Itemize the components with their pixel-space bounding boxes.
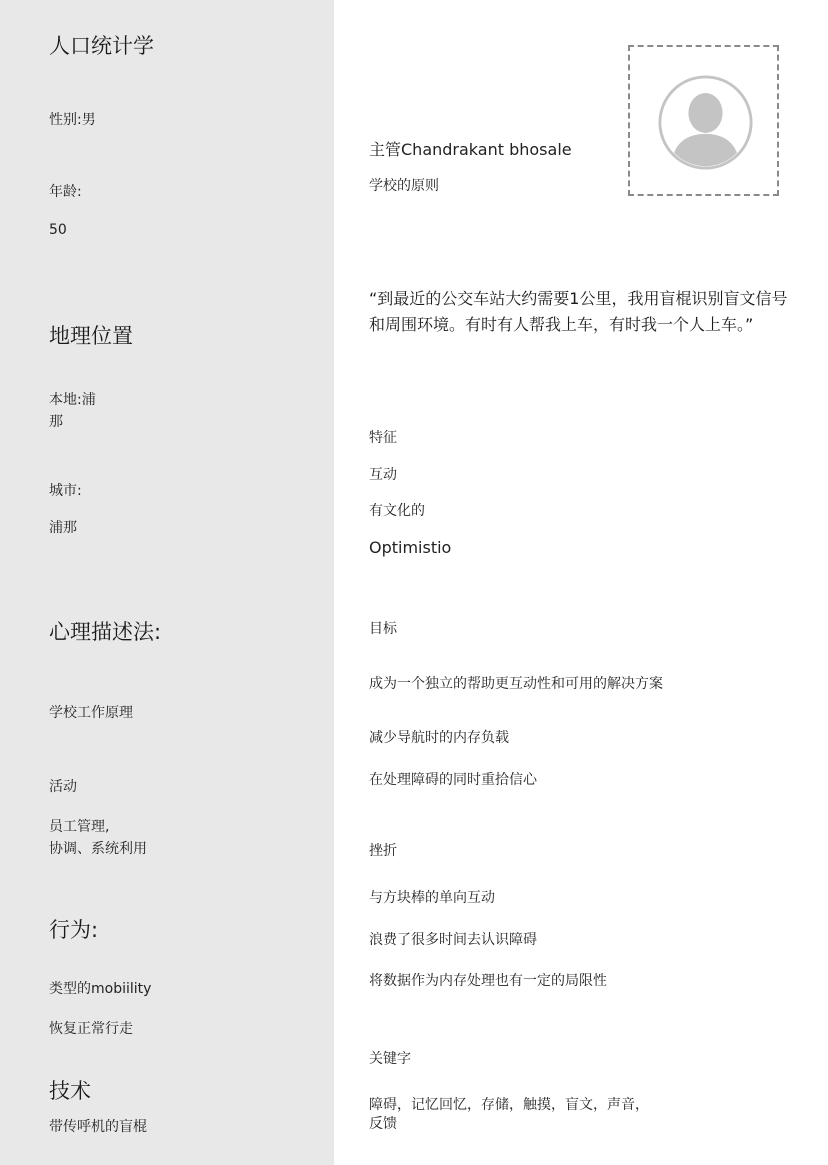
mobility-type-text: 类型的mobiility [49,981,152,997]
recovery-text: 恢复正常行走 [49,1021,133,1037]
trait-item: Optimistio [369,538,452,557]
frustration-item: 与方块棒的单向互动 [369,890,495,906]
city-value: 浦那 [49,520,77,536]
activity-line-1: 员工管理, [49,819,110,835]
school-work-text: 学校工作原理 [49,705,133,721]
frustrations-heading: 挫折 [369,843,397,859]
traits-heading: 特征 [369,430,397,446]
activity-line-2: 协调、系统利用 [49,841,147,857]
age-value: 50 [49,222,67,238]
behavior-heading: 行为: [49,918,99,942]
keywords-heading: 关键字 [369,1051,411,1067]
city-label: 城市: [49,483,82,499]
age-label: 年龄: [49,184,82,200]
goals-heading: 目标 [369,621,397,637]
profile-photo-frame [628,45,779,196]
psychographics-heading: 心理描述法: [49,620,162,644]
goal-item: 成为一个独立的帮助更互动性和可用的解决方案 [369,676,663,692]
user-avatar-icon [658,75,753,170]
goal-item: 在处理障碍的同时重拾信心 [369,772,537,788]
trait-item: 有文化的 [369,503,425,519]
keywords-line-2: 反馈 [369,1116,397,1132]
local-line-1: 本地:浦 [49,392,96,408]
keywords-line-1: 障碍，记忆回忆，存储，触摸，盲文，声音， [369,1097,649,1113]
trait-item: 互动 [369,467,397,483]
persona-role: 学校的原则 [369,178,439,194]
gender-text: 性别:男 [49,112,96,128]
technology-heading: 技术 [49,1079,91,1103]
goal-item: 减少导航时的内存负载 [369,730,509,746]
persona-name: 主管Chandrakant bhosale [369,140,572,159]
persona-quote: “到最近的公交车站大约需要1公里，我用盲棍识别盲文信号和周围环境。有时有人帮我上车，有时我一个人上车。” [369,289,788,334]
technology-value: 带传呼机的盲棍 [49,1119,147,1135]
frustration-item: 将数据作为内存处理也有一定的局限性 [369,973,607,989]
geography-heading: 地理位置 [49,324,133,348]
frustration-item: 浪费了很多时间去认识障碍 [369,932,537,948]
local-line-2: 那 [49,414,63,430]
demographics-heading: 人口统计学 [49,34,154,58]
activity-label: 活动 [49,779,77,795]
